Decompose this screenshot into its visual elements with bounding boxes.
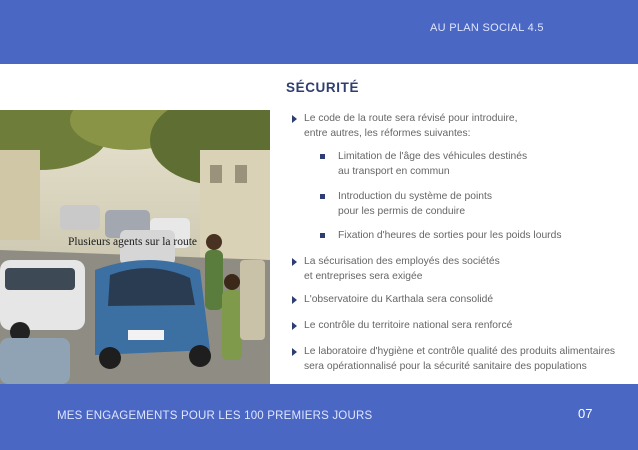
footer-band <box>0 384 638 450</box>
street-photo <box>0 110 270 384</box>
bullet-line: entre autres, les réformes suivantes: <box>304 127 471 139</box>
bullet-line: Le laboratoire d'hygiène et contrôle qualité des produits alimentaires <box>304 346 616 357</box>
bullet-text <box>304 112 518 141</box>
triangle-bullet-icon <box>292 258 297 266</box>
section-title: SÉCURITÉ <box>286 80 360 95</box>
sub-bullet-text <box>338 190 492 219</box>
bullet-text <box>304 319 512 334</box>
bullet-line: Le code de la route sera révisé pour introduire, <box>304 113 518 124</box>
bullet-text <box>304 255 500 284</box>
bullet-text <box>304 293 493 308</box>
square-bullet-icon <box>320 154 325 159</box>
footer-text: MES ENGAGEMENTS POUR LES 100 PREMIERS JOURS <box>57 410 373 422</box>
sub-bullet-text <box>338 150 527 179</box>
sub-bullet-line: au transport en commun <box>338 165 450 177</box>
sub-bullet-text <box>338 229 561 244</box>
sub-bullet-line: Limitation de l'âge des véhicules destinés <box>338 151 528 162</box>
triangle-bullet-icon <box>292 296 297 304</box>
bullet-text <box>304 345 615 374</box>
triangle-bullet-icon <box>292 322 297 330</box>
sub-bullet-line: Introduction du système de points <box>338 191 492 202</box>
square-bullet-icon <box>320 233 325 238</box>
triangle-bullet-icon <box>292 348 297 356</box>
bullet-line: La sécurisation des employés des sociétés <box>304 256 500 267</box>
photo-caption: Plusieurs agents sur la route <box>68 236 198 248</box>
sub-bullet-line: Fixation d'heures de sorties pour les poids lourds <box>338 230 562 241</box>
bullet-line: L'observatoire du Karthala sera consolidé <box>304 294 494 305</box>
triangle-bullet-icon <box>292 115 297 123</box>
sub-bullet-line: pour les permis de conduire <box>338 205 466 217</box>
header-label: AU PLAN SOCIAL 4.5 <box>430 22 544 34</box>
header-band <box>0 0 638 64</box>
page-number: 07 <box>578 406 593 421</box>
bullet-line: Le contrôle du territoire national sera renforcé <box>304 320 513 331</box>
bullet-line: sera opérationnalisé pour la sécurité sanitaire des populations <box>304 360 587 372</box>
bullet-line: et entreprises sera exigée <box>304 270 423 282</box>
square-bullet-icon <box>320 194 325 199</box>
